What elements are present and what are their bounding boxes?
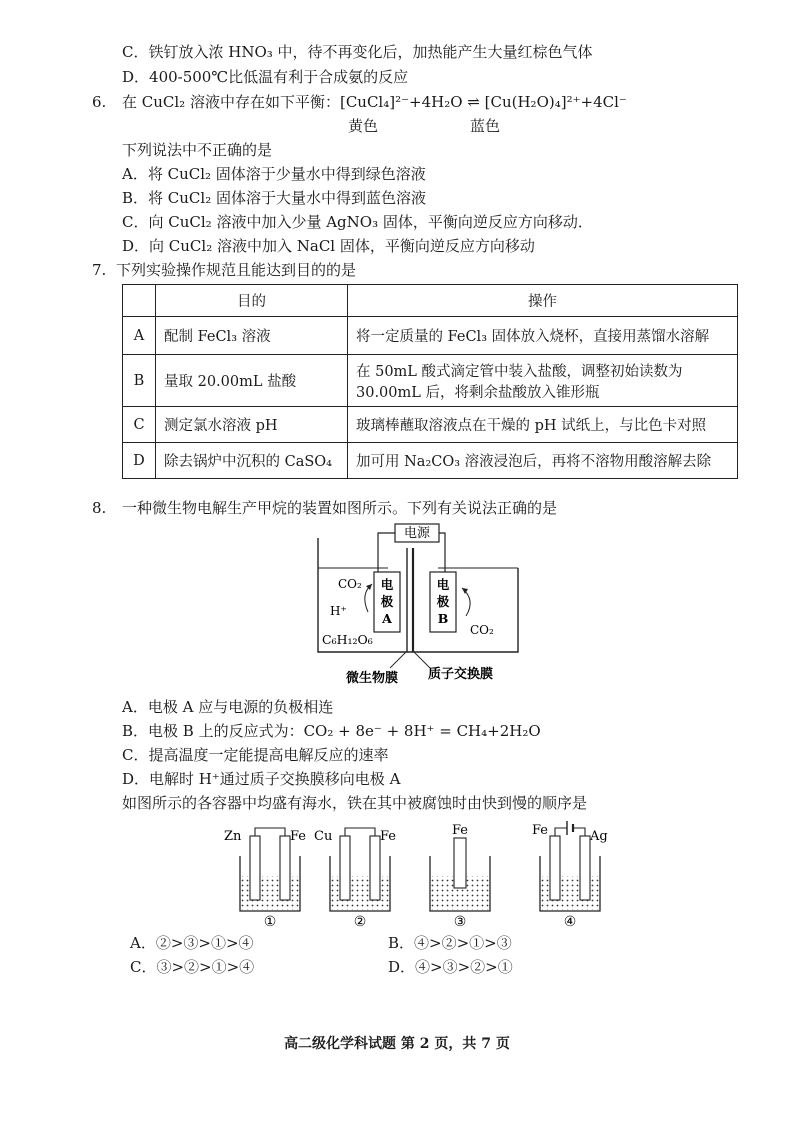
- q7-table: [122, 284, 738, 479]
- beaker-3-right-label: Fe: [451, 823, 469, 838]
- row-purpose: 除去锅炉中沉积的 CaSO₄: [156, 443, 348, 479]
- glucose-label: C₆H₁₂O₆: [322, 632, 373, 647]
- q6-option-a: A．将 CuCl₂ 固体溶于少量水中得到绿色溶液: [122, 165, 426, 183]
- wire: [555, 828, 567, 836]
- q6-number: 6.: [92, 93, 107, 111]
- beaker-4-number: ④: [563, 914, 577, 930]
- ag-electrode: [580, 836, 590, 900]
- arrow-right-curve: [462, 588, 470, 616]
- electrode-a-label: A: [382, 611, 392, 626]
- beaker-4-right-label: Ag: [590, 829, 608, 844]
- electrolysis-apparatus-diagram: [310, 520, 530, 688]
- electrode-b-label: 极: [436, 594, 450, 609]
- row-purpose: 测定氯水溶液 pH: [156, 407, 348, 443]
- electrode-b-label: 电: [436, 577, 450, 592]
- q5-option-c: C．铁钉放入浓 HNO₃ 中，待不再变化后，加热能产生大量红棕色气体: [122, 43, 593, 61]
- row-operation: 加可用 Na₂CO₃ 溶液浸泡后，再将不溶物用酸溶解去除: [348, 443, 738, 479]
- q6-option-b: B．将 CuCl₂ 固体溶于大量水中得到蓝色溶液: [122, 189, 426, 207]
- table-header-row: [123, 285, 738, 317]
- q9-stem: 如图所示的各容器中均盛有海水，铁在其中被腐蚀时由快到慢的顺序是: [122, 794, 588, 812]
- q5-option-d: D．400-500℃比低温有利于合成氨的反应: [122, 68, 409, 86]
- cu-electrode: [340, 836, 350, 900]
- q6-color-blue: 蓝色: [470, 117, 501, 135]
- q6-prompt: 下列说法中不正确的是: [122, 141, 273, 159]
- beaker-1: [224, 828, 306, 930]
- beaker-2: [314, 828, 396, 930]
- table-row: [123, 407, 738, 443]
- row-label: D: [123, 443, 156, 479]
- beaker-1-number: ①: [263, 914, 277, 930]
- beaker-2-left-label: Cu: [314, 829, 333, 844]
- row-label: A: [123, 317, 156, 355]
- q9-option-b: B．④>②>①>③: [388, 934, 512, 952]
- header-operation: 操作: [348, 285, 738, 317]
- q9-option-c: C．③>②>①>④: [130, 958, 255, 976]
- membrane-label: 质子交换膜: [428, 667, 494, 682]
- wire-left: [378, 533, 395, 572]
- beaker-1-right-label: Fe: [290, 829, 307, 844]
- row-operation-line: 30.00mL 后，将剩余盐酸放入锥形瓶: [356, 384, 600, 401]
- wire: [573, 828, 585, 836]
- electrode-b-label: B: [437, 611, 449, 626]
- q8-option-c: C．提高温度一定能提高电解反应的速率: [122, 746, 389, 764]
- beaker-1-left-label: Zn: [224, 829, 242, 844]
- electrode-a-label: 电: [380, 577, 394, 592]
- beaker-2-number: ②: [353, 914, 367, 930]
- row-purpose: 量取 20.00mL 盐酸: [156, 355, 348, 407]
- electrode-a-label: 极: [380, 594, 394, 609]
- page-footer: 高二级化学科试题 第 2 页，共 7 页: [284, 1036, 510, 1052]
- table-row: [123, 317, 738, 355]
- q6-color-yellow: 黄色: [348, 117, 379, 135]
- power-supply-label: 电源: [403, 526, 431, 541]
- co2-left-label: CO₂: [338, 577, 362, 591]
- fe-electrode: [454, 838, 466, 888]
- membrane-pointer: [414, 652, 430, 668]
- beaker-4: [532, 821, 608, 930]
- fe-electrode: [280, 836, 290, 900]
- q9-option-a: A．②>③>①>④: [130, 934, 254, 952]
- beaker-3: [430, 823, 490, 930]
- biofilm-pointer: [390, 652, 406, 668]
- beaker-3-number: ③: [453, 914, 467, 930]
- beaker-4-left-label: Fe: [532, 823, 549, 838]
- q8-option-d: D．电解时 H⁺通过质子交换膜移向电极 A: [122, 770, 401, 788]
- row-operation: 玻璃棒蘸取溶液点在干燥的 pH 试纸上，与比色卡对照: [348, 407, 738, 443]
- q8-option-b: B．电极 B 上的反应式为：CO₂ + 8e⁻ + 8H⁺ = CH₄+2H₂O: [122, 722, 541, 740]
- wire-right: [439, 533, 445, 572]
- co2-right-label: CO₂: [470, 623, 494, 637]
- row-operation-line: 在 50mL 酸式滴定管中装入盐酸，调整初始读数为: [356, 363, 683, 380]
- q6-option-c: C．向 CuCl₂ 溶液中加入少量 AgNO₃ 固体，平衡向逆反应方向移动．: [122, 213, 593, 231]
- row-label: C: [123, 407, 156, 443]
- corrosion-beakers-diagram: [210, 818, 620, 930]
- q9-option-d: D．④>③>②>①: [388, 958, 513, 976]
- header-purpose: 目的: [156, 285, 348, 317]
- q8-option-a: A．电极 A 应与电源的负极相连: [122, 698, 334, 716]
- q7-number: 7.: [92, 261, 107, 279]
- table-row: [123, 443, 738, 479]
- q8-number: 8.: [92, 499, 107, 517]
- table-row: [123, 355, 738, 407]
- row-purpose: 配制 FeCl₃ 溶液: [156, 317, 348, 355]
- wire: [255, 828, 285, 836]
- row-operation: [348, 355, 738, 407]
- beaker-2-right-label: Fe: [380, 829, 397, 844]
- zn-electrode: [250, 836, 260, 900]
- row-operation: 将一定质量的 FeCl₃ 固体放入烧杯，直接用蒸馏水溶解: [348, 317, 738, 355]
- q7-stem: 下列实验操作规范且能达到目的的是: [116, 261, 357, 279]
- fe-electrode: [370, 836, 380, 900]
- q6-stem: 在 CuCl₂ 溶液中存在如下平衡：[CuCl₄]²⁻+4H₂O ⇌ [Cu(H₂O)₄]²⁺+4Cl⁻: [122, 93, 627, 111]
- h-plus-label: H⁺: [330, 604, 347, 618]
- q8-stem: 一种微生物电解生产甲烷的装置如图所示。下列有关说法正确的是: [122, 499, 558, 517]
- biofilm-label: 微生物膜: [346, 671, 399, 686]
- q6-option-d: D．向 CuCl₂ 溶液中加入 NaCl 固体，平衡向逆反应方向移动: [122, 237, 535, 255]
- fe-electrode: [550, 836, 560, 900]
- wire: [345, 828, 375, 836]
- row-label: B: [123, 355, 156, 407]
